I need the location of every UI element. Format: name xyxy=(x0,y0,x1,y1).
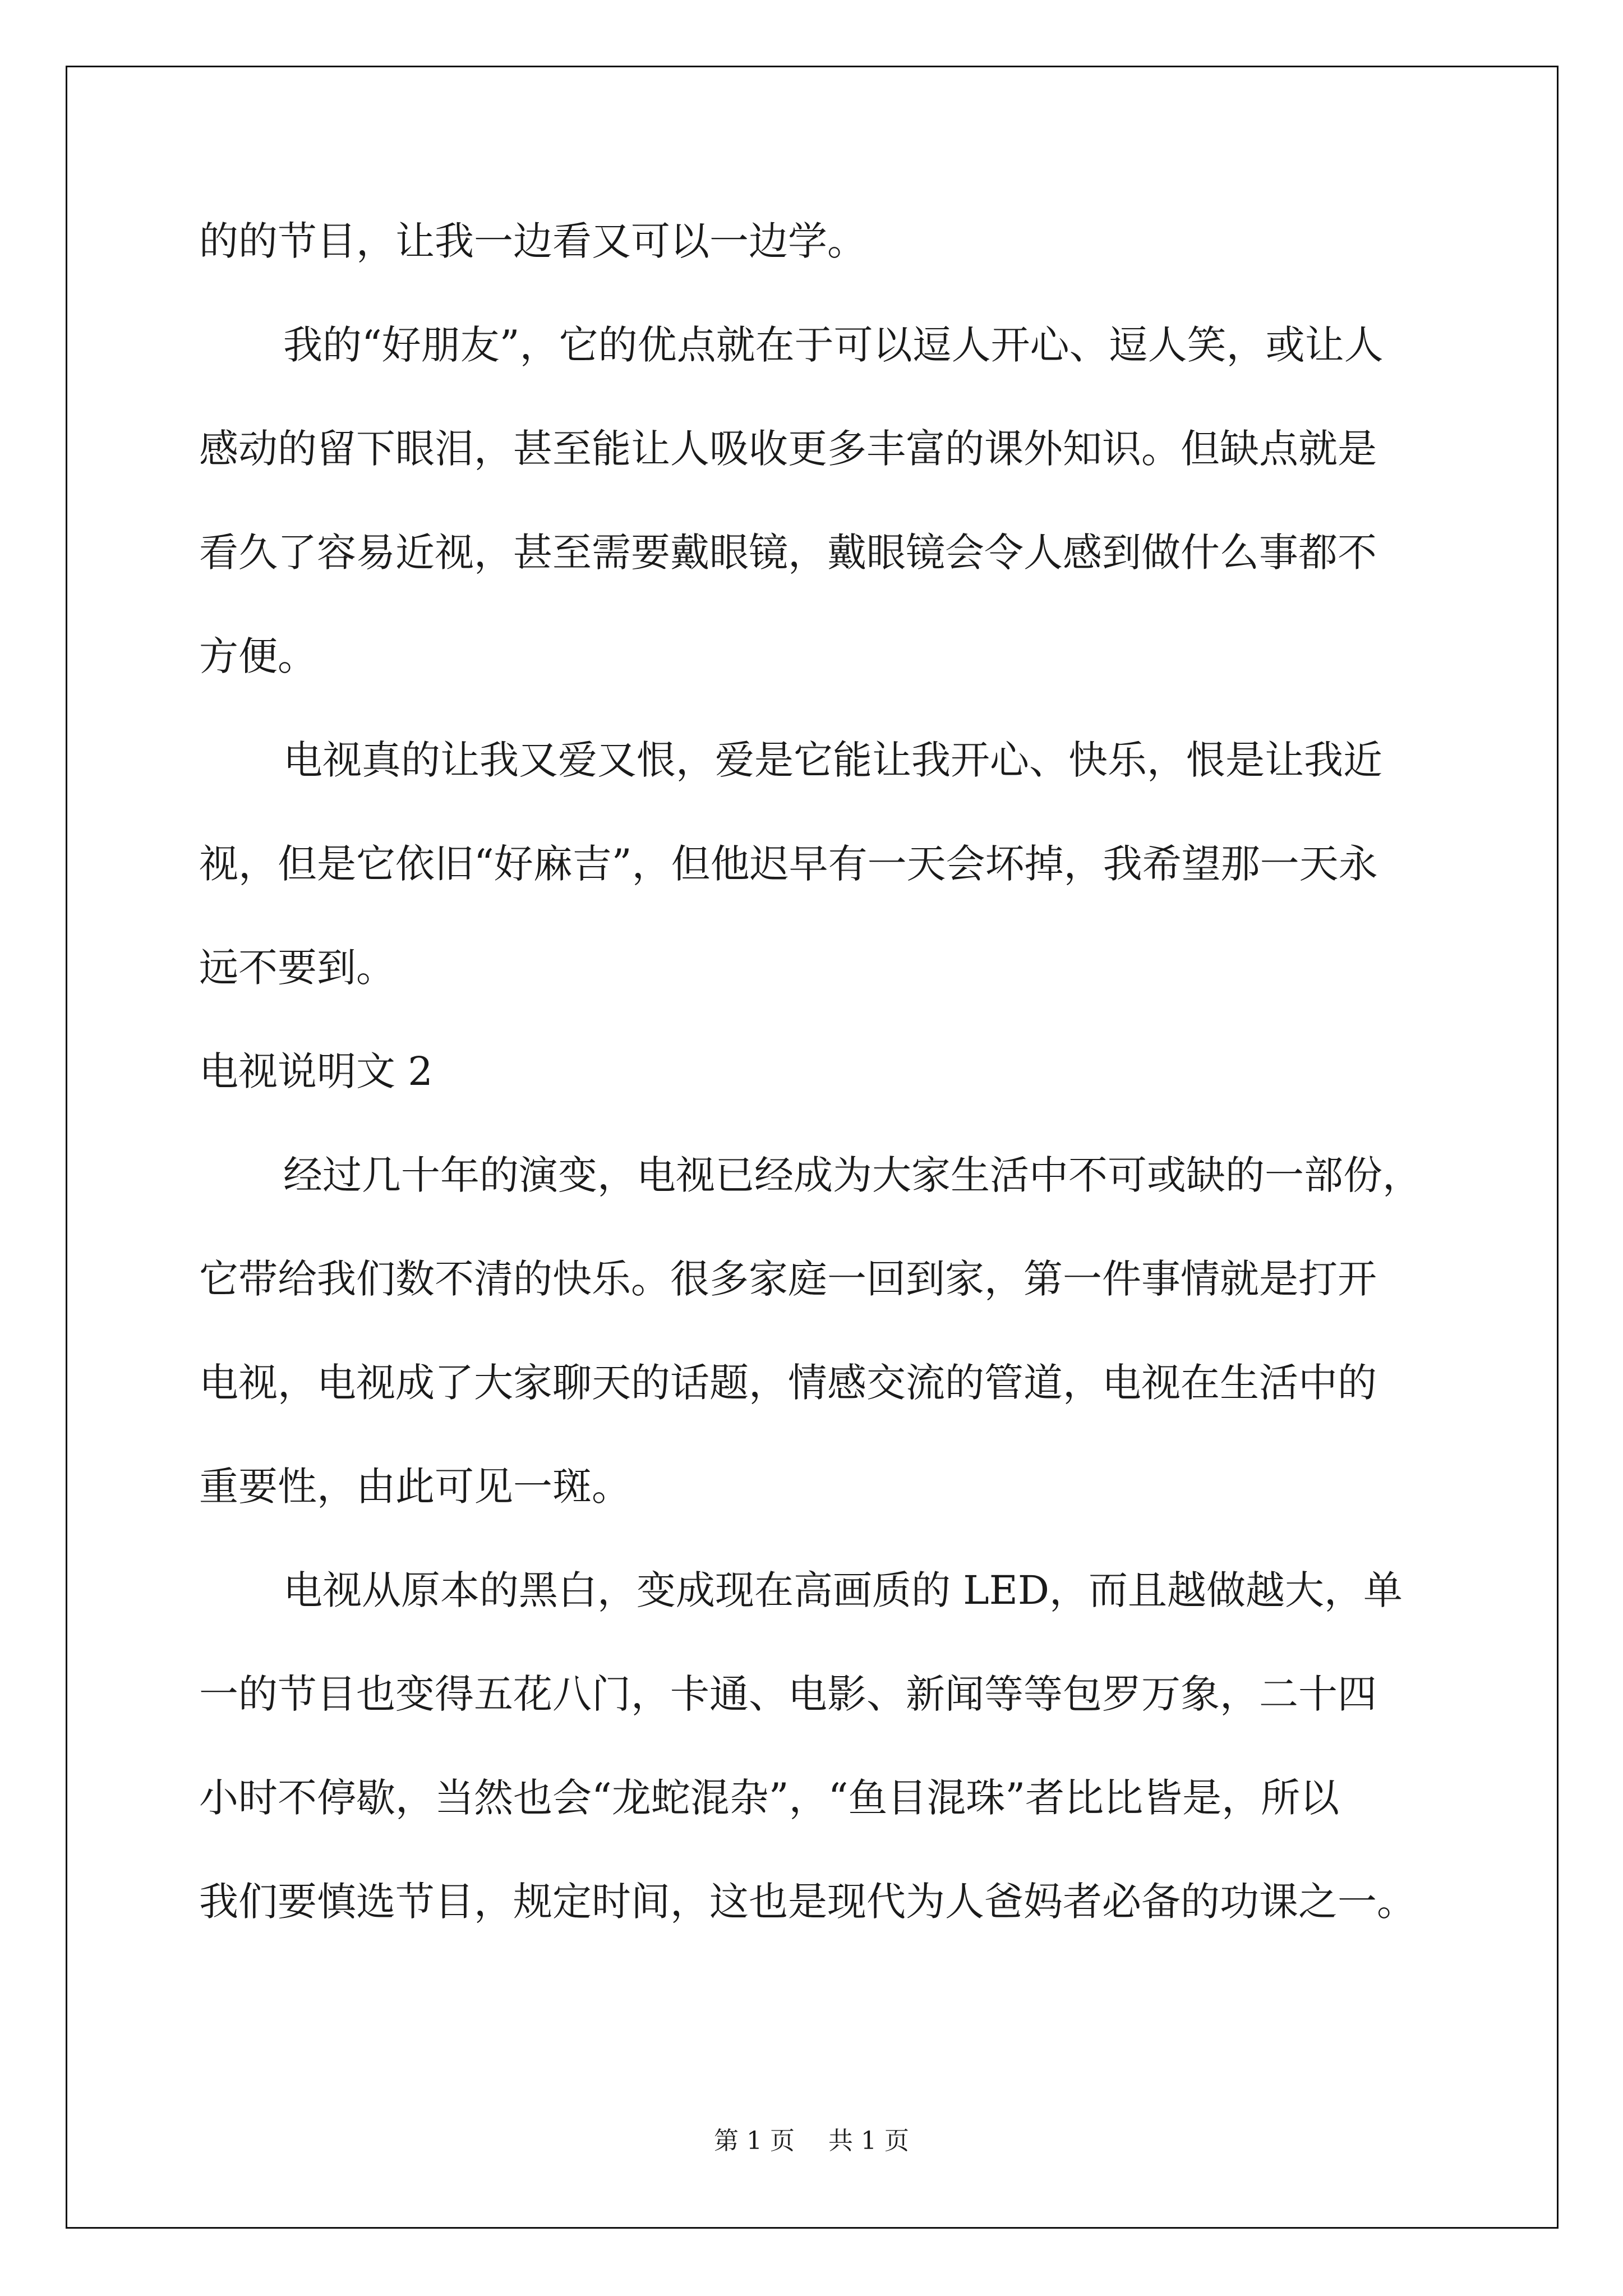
text-line: 感动的留下眼泪，甚至能让人吸收更多丰富的课外知识。但缺点就是 xyxy=(199,426,1377,472)
text-line: 我的“好朋友”，它的优点就在于可以逗人开心、逗人笑，或让人 xyxy=(283,322,1384,368)
text-line: 方便。 xyxy=(199,633,317,679)
text-line: 远不要到。 xyxy=(199,945,395,991)
page-number: 第 1 页 xyxy=(714,2127,795,2155)
text-line: 视，但是它依旧“好麻吉”，但他迟早有一天会坏掉，我希望那一天永 xyxy=(199,841,1378,887)
text-line: 看久了容易近视，甚至需要戴眼镜，戴眼镜会令人感到做什么事都不 xyxy=(199,530,1377,576)
text-line: 电视，电视成了大家聊天的话题，情感交流的管道，电视在生活中的 xyxy=(199,1360,1377,1406)
section-heading: 电视说明文 2 xyxy=(199,1048,433,1094)
page-footer xyxy=(0,2120,1623,2156)
text-line: 我们要慎选节目，规定时间，这也是现代为人爸妈者必备的功课之一。 xyxy=(199,1879,1416,1925)
text-line: 电视从原本的黑白，变成现在高画质的 LED，而且越做越大，单 xyxy=(283,1567,1403,1613)
text-line: 电视真的让我又爱又恨，爱是它能让我开心、快乐，恨是让我近 xyxy=(283,737,1382,783)
text-line: 重要性，由此可见一斑。 xyxy=(199,1464,631,1510)
text-line: 它带给我们数不清的快乐。很多家庭一回到家，第一件事情就是打开 xyxy=(199,1256,1377,1302)
text-line: 一的节目也变得五花八门，卡通、电影、新闻等等包罗万象，二十四 xyxy=(199,1671,1377,1717)
text-line: 经过几十年的演变，电视已经成为大家生活中不可或缺的一部份， xyxy=(283,1152,1422,1198)
text-line: 的的节目，让我一边看又可以一边学。 xyxy=(199,218,866,264)
page-total: 共 1 页 xyxy=(828,2127,909,2155)
text-line: 小时不停歇，当然也会“龙蛇混杂”，“鱼目混珠”者比比皆是，所以 xyxy=(199,1775,1340,1821)
